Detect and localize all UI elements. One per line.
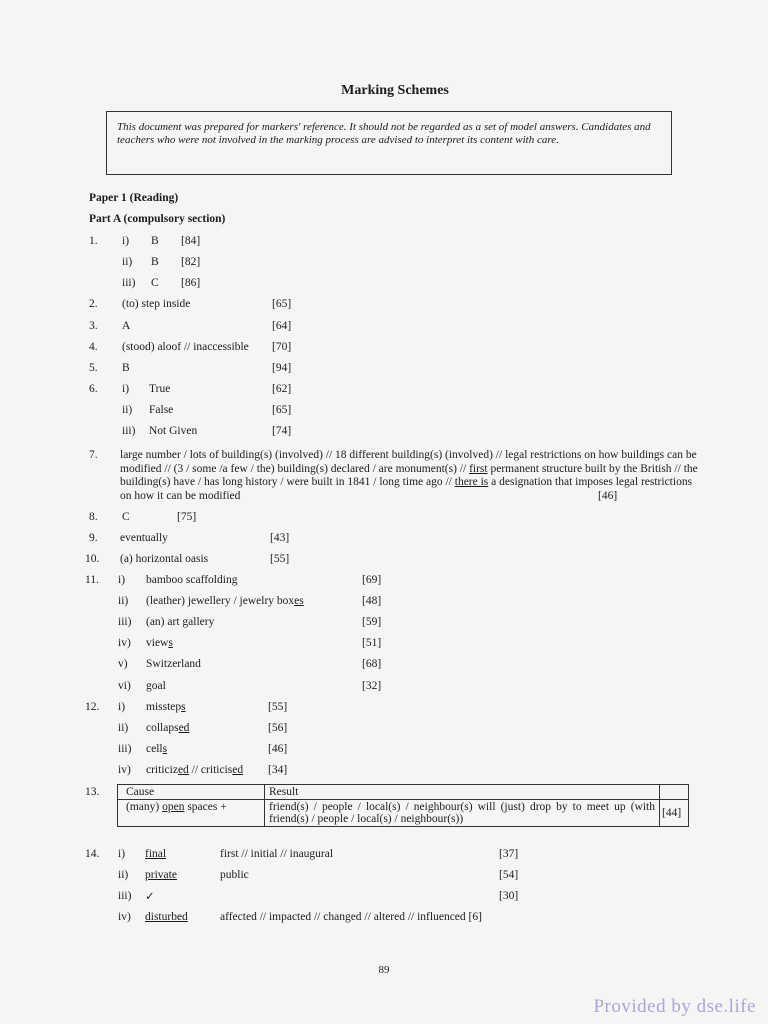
q11-answer-4: views bbox=[146, 637, 173, 649]
q13-pct: [44] bbox=[660, 800, 689, 827]
page-number: 89 bbox=[378, 964, 390, 976]
q1-pct-3: [86] bbox=[181, 277, 201, 289]
q11-pct-6: [32] bbox=[362, 680, 382, 692]
q12-pct-1: [55] bbox=[268, 701, 288, 713]
q6-sub-2: ii) bbox=[122, 404, 133, 416]
q13-number: 13. bbox=[85, 786, 100, 798]
paper-heading: Paper 1 (Reading) bbox=[89, 192, 179, 204]
q6-answer-2: False bbox=[149, 404, 174, 416]
q12-answer-4: criticized // criticised bbox=[146, 764, 244, 776]
q14-pct-3: [30] bbox=[499, 890, 519, 902]
q9-number: 9. bbox=[89, 532, 98, 544]
q12-sub-4: iv) bbox=[118, 764, 131, 776]
q4-pct: [70] bbox=[272, 341, 292, 353]
q1-answer-2: B bbox=[151, 256, 159, 268]
q8-number: 8. bbox=[89, 511, 98, 523]
q12-pct-4: [34] bbox=[268, 764, 288, 776]
q12-pct-3: [46] bbox=[268, 743, 288, 755]
q11-answer-3: (an) art gallery bbox=[146, 616, 215, 628]
q6-pct-2: [65] bbox=[272, 404, 292, 416]
q11-sub-2: ii) bbox=[118, 595, 129, 607]
q10-number: 10. bbox=[85, 553, 100, 565]
q13-result: friend(s) / people / local(s) / neighbour(s) will (just) drop by to meet up (with friend(s) / people / local(s) / neighbour(s)) bbox=[265, 800, 660, 827]
q14-answer-2: private bbox=[145, 869, 177, 881]
q11-answer-1: bamboo scaffolding bbox=[146, 574, 238, 586]
q10-answer: (a) horizontal oasis bbox=[120, 553, 209, 565]
q14-pct-2: [54] bbox=[499, 869, 519, 881]
q6-sub-1: i) bbox=[122, 383, 130, 395]
q14-alt-2: public bbox=[220, 869, 249, 881]
q1-sub-1: i) bbox=[122, 235, 130, 247]
q9-pct: [43] bbox=[270, 532, 290, 544]
q12-pct-2: [56] bbox=[268, 722, 288, 734]
notice-box bbox=[106, 111, 672, 175]
q14-alt-4: affected // impacted // changed // altered // influenced [6] bbox=[220, 911, 482, 923]
q12-answer-1: missteps bbox=[146, 701, 186, 713]
q11-sub-1: i) bbox=[118, 574, 126, 586]
q13-header-result: Result bbox=[265, 785, 660, 800]
check-icon: ✓ bbox=[145, 891, 155, 903]
q11-answer-2: (leather) jewellery / jewelry boxes bbox=[146, 595, 304, 607]
q13-header-cause: Cause bbox=[118, 785, 265, 800]
q11-pct-1: [69] bbox=[362, 574, 382, 586]
q4-answer: (stood) aloof // inaccessible bbox=[122, 341, 249, 353]
q6-pct-1: [62] bbox=[272, 383, 292, 395]
q14-answer-1: final bbox=[145, 848, 167, 860]
q9-answer: eventually bbox=[120, 532, 168, 544]
notice-text: This document was prepared for markers' reference. It should not be regarded as a set of model answers. Candidates and teachers who were not involved in the marking process are advised to interpret its content with care. bbox=[117, 121, 651, 146]
q14-pct-1: [37] bbox=[499, 848, 519, 860]
q11-sub-4: iv) bbox=[118, 637, 131, 649]
q7-answer: large number / lots of building(s) (involved) // 18 different building(s) (involved) // legal restrictions on how buildings can be modified // (3 / some /a few / the) building(s) declared / are monument(s) // first permanent structure built by the British // the building(s) have / has long history / were built in 1841 / long time ago // there is a designation that imposes legal restrictions on how it can be modified bbox=[120, 449, 698, 502]
q6-answer-3: Not Given bbox=[149, 425, 198, 437]
q12-number: 12. bbox=[85, 701, 100, 713]
q2-pct: [65] bbox=[272, 298, 292, 310]
q11-pct-2: [48] bbox=[362, 595, 382, 607]
q11-pct-3: [59] bbox=[362, 616, 382, 628]
q2-answer: (to) step inside bbox=[122, 298, 191, 310]
q11-answer-6: goal bbox=[146, 680, 166, 692]
q13-cause: (many) open spaces + bbox=[118, 800, 265, 827]
q12-sub-2: ii) bbox=[118, 722, 129, 734]
q5-answer: B bbox=[122, 362, 130, 374]
q14-pct-4: [6] bbox=[468, 911, 482, 923]
q1-number: 1. bbox=[89, 235, 98, 247]
q12-answer-3: cells bbox=[146, 743, 168, 755]
q11-answer-5: Switzerland bbox=[146, 658, 201, 670]
q6-pct-3: [74] bbox=[272, 425, 292, 437]
q10-pct: [55] bbox=[270, 553, 290, 565]
q1-pct-2: [82] bbox=[181, 256, 201, 268]
q14-sub-3: iii) bbox=[118, 890, 132, 902]
q11-number: 11. bbox=[85, 574, 99, 586]
q5-pct: [94] bbox=[272, 362, 292, 374]
q3-number: 3. bbox=[89, 320, 98, 332]
table-row bbox=[118, 800, 689, 827]
q11-sub-3: iii) bbox=[118, 616, 132, 628]
q14-answer-4: disturbed bbox=[145, 911, 188, 923]
q8-answer: C bbox=[122, 511, 130, 523]
q14-alt-1: first // initial // inaugural bbox=[220, 848, 334, 860]
watermark: Provided by dse.life bbox=[593, 996, 756, 1017]
q7-number: 7. bbox=[89, 449, 98, 461]
q11-pct-5: [68] bbox=[362, 658, 382, 670]
q6-sub-3: iii) bbox=[122, 425, 136, 437]
q14-number: 14. bbox=[85, 848, 100, 860]
q13-header-empty bbox=[660, 785, 689, 800]
q11-sub-6: vi) bbox=[118, 680, 131, 692]
q14-sub-2: ii) bbox=[118, 869, 129, 881]
page-title: Marking Schemes bbox=[341, 83, 449, 98]
q12-sub-1: i) bbox=[118, 701, 126, 713]
q11-pct-4: [51] bbox=[362, 637, 382, 649]
q6-number: 6. bbox=[89, 383, 98, 395]
q12-sub-3: iii) bbox=[118, 743, 132, 755]
q4-number: 4. bbox=[89, 341, 98, 353]
q12-answer-2: collapsed bbox=[146, 722, 190, 734]
q11-sub-5: v) bbox=[118, 658, 128, 670]
q1-sub-2: ii) bbox=[122, 256, 133, 268]
q1-pct-1: [84] bbox=[181, 235, 201, 247]
q7-pct: [46] bbox=[598, 490, 618, 502]
q8-pct: [75] bbox=[177, 511, 197, 523]
q1-sub-3: iii) bbox=[122, 277, 136, 289]
part-heading: Part A (compulsory section) bbox=[89, 213, 226, 225]
q1-answer-3: C bbox=[151, 277, 159, 289]
q14-sub-4: iv) bbox=[118, 911, 131, 923]
q14-sub-1: i) bbox=[118, 848, 126, 860]
q5-number: 5. bbox=[89, 362, 98, 374]
q6-answer-1: True bbox=[149, 383, 171, 395]
q3-answer: A bbox=[122, 320, 131, 332]
q13-table bbox=[117, 784, 689, 827]
q2-number: 2. bbox=[89, 298, 98, 310]
q3-pct: [64] bbox=[272, 320, 292, 332]
table-row bbox=[118, 785, 689, 800]
q1-answer-1: B bbox=[151, 235, 159, 247]
